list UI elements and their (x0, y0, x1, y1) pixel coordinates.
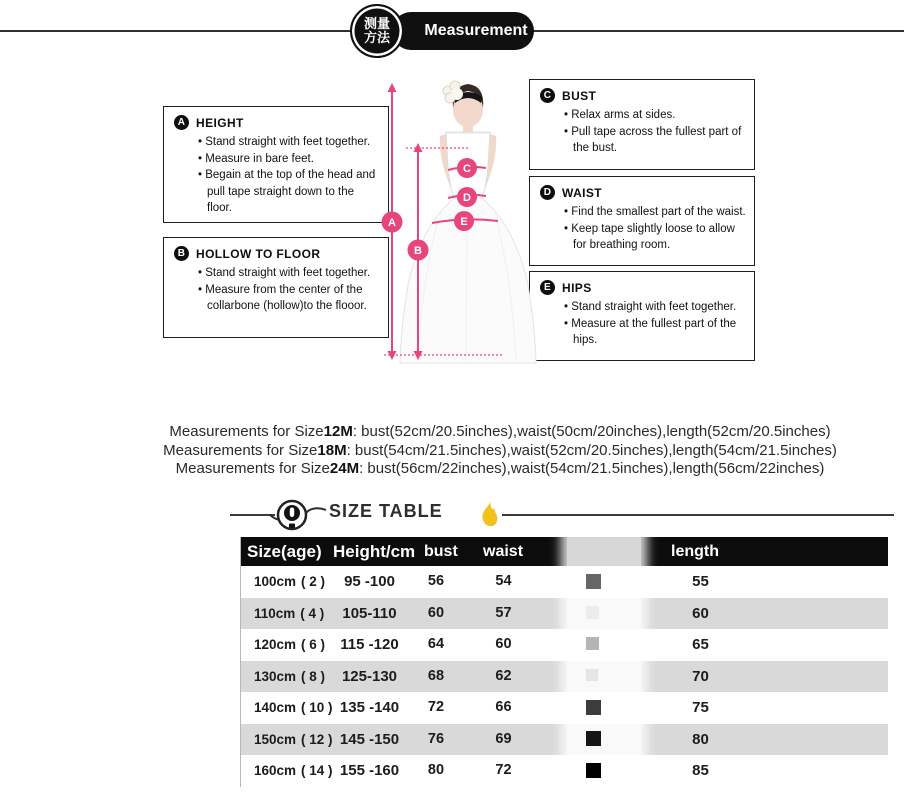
cell-waist: 54 (495, 573, 512, 589)
note-detail: : bust(52cm/20.5inches),waist(50cm/20inches),length(52cm/20.5inches) (352, 423, 831, 440)
note-size: 18M (317, 441, 347, 459)
waist-box-title-text: WAIST (562, 185, 602, 200)
height-box-title (174, 115, 380, 130)
cell-size-age (241, 661, 333, 693)
cell-bust: 76 (427, 730, 445, 747)
cell-length: 75 (692, 699, 709, 716)
bust-box-title-text: BUST (562, 88, 597, 103)
cell-waist: 72 (495, 762, 512, 778)
cell-bust: 64 (427, 636, 445, 652)
table-row (241, 661, 888, 693)
note-prefix: Measurements for Size (163, 441, 318, 459)
measurement-title-pill (392, 12, 534, 50)
cell-waist: 57 (495, 604, 512, 621)
bullet: • Stand straight with feet together. (198, 134, 380, 151)
cell-waist: 60 (495, 636, 512, 652)
bullet: • Find the smallest part of the waist. (564, 204, 746, 221)
cell-size: 130cm (254, 668, 297, 684)
size-note-12m (96, 423, 904, 442)
hips-box-title-text: HIPS (562, 280, 592, 295)
row-filler (731, 566, 888, 598)
height-bullets (174, 134, 380, 217)
cell-length: 85 (692, 762, 709, 779)
col-header-waist: waist (483, 543, 524, 560)
cell-height: 105-110 (342, 604, 397, 622)
note-size: 24M (329, 460, 360, 477)
cell-length: 70 (692, 667, 709, 685)
size-table-header-row (241, 537, 888, 566)
cell-bust: 80 (427, 762, 445, 778)
cell-height: 155 -160 (339, 762, 400, 779)
note-size: 12M (323, 423, 353, 440)
censored-cell (586, 700, 601, 715)
cell-age: ( 12 ) (301, 731, 333, 747)
cell-age: ( 14 ) (301, 763, 333, 778)
censored-cell (586, 637, 599, 650)
table-row (241, 629, 888, 661)
cell-bust: 56 (427, 573, 445, 589)
bust-instruction-box (529, 79, 755, 170)
cell-length: 80 (692, 730, 709, 748)
col-header-length: length (671, 543, 719, 560)
cell-age: ( 6 ) (301, 637, 326, 652)
cell-length: 60 (692, 604, 709, 622)
cell-bust: 68 (427, 667, 445, 684)
bullet: • Measure from the center of the collarbone (hollow)to the flooor. (198, 282, 380, 315)
cell-bust: 72 (427, 699, 445, 715)
hips-box-title (540, 280, 746, 295)
bullet: • Stand straight with feet together. (564, 299, 746, 316)
waist-instruction-box (529, 176, 755, 266)
cell-waist: 69 (495, 730, 512, 747)
cell-waist: 62 (495, 667, 512, 684)
cell-size: 110cm (254, 605, 296, 621)
height-instruction-box (163, 106, 389, 223)
letter-d-badge: D (540, 185, 555, 200)
marker-c-label: C (463, 163, 471, 175)
bullet: • Stand straight with feet together. (198, 265, 380, 282)
hips-instruction-box (529, 271, 755, 361)
cell-size: 120cm (254, 637, 297, 652)
height-box-title-text: HEIGHT (196, 115, 244, 130)
letter-b-badge: B (174, 246, 189, 261)
bullet: • Pull tape across the fullest part of the bust. (564, 124, 746, 157)
cell-size: 100cm (254, 574, 297, 589)
row-filler (731, 724, 888, 756)
cell-length: 65 (692, 636, 709, 653)
table-row (241, 598, 888, 630)
bullet: • Measure at the fullest part of the hips. (564, 316, 746, 349)
cell-size-age (241, 598, 333, 630)
size-table-title: SIZE TABLE (329, 501, 443, 521)
bullet: • Begain at the top of the head and pull tape straight down to the floor. (198, 167, 380, 217)
cell-size-age (241, 755, 333, 787)
bullet: • Relax arms at sides. (564, 107, 746, 124)
table-row (241, 566, 888, 598)
cell-bust: 60 (427, 604, 445, 621)
cell-height: 115 -120 (340, 636, 399, 653)
flame-icon (482, 502, 497, 526)
waist-box-title (540, 185, 746, 200)
size-table (240, 537, 888, 787)
col-header-size-age: Size(age) (247, 542, 322, 561)
size-measurement-notes (96, 423, 904, 479)
badge-cn-line1: 测量 (363, 16, 390, 31)
table-row (241, 724, 888, 756)
row-filler (731, 692, 888, 724)
hollow-box-title-text: HOLLOW TO FLOOR (196, 246, 321, 261)
height-marker-line (382, 83, 403, 360)
hollow-to-floor-instruction-box (163, 237, 389, 338)
letter-c-badge: C (540, 88, 555, 103)
marker-a-label: A (388, 217, 396, 229)
censored-cell (586, 763, 601, 778)
note-detail: : bust(56cm/22inches),waist(54cm/21.5inches),length(56cm/22inches) (359, 460, 825, 477)
blurred-region (567, 534, 641, 790)
cell-height: 125-130 (341, 667, 398, 685)
hollow-box-title (174, 246, 380, 261)
cell-length: 55 (692, 573, 709, 590)
marker-e-label: E (460, 216, 468, 228)
table-row (241, 755, 888, 787)
row-filler (731, 598, 888, 630)
marker-b-label: B (414, 245, 422, 257)
censored-cell (586, 731, 601, 746)
row-filler (731, 629, 888, 661)
note-detail: : bust(54cm/21.5inches),waist(52cm/20.5inches),length(54cm/21.5inches) (346, 441, 837, 459)
letter-e-badge: E (540, 280, 555, 295)
badge-cn-line2: 方法 (363, 30, 390, 45)
note-prefix: Measurements for Size (175, 460, 330, 477)
row-filler (731, 755, 888, 787)
header-filler (731, 537, 888, 566)
model-figure (378, 70, 540, 385)
bust-bullets (540, 107, 746, 157)
hollow-bullets (174, 265, 380, 315)
col-header-bust: bust (424, 543, 458, 560)
hips-bullets (540, 299, 746, 349)
table-row (241, 692, 888, 724)
censored-cell (586, 574, 601, 589)
size-note-24m (96, 460, 904, 479)
cell-size: 160cm (254, 763, 297, 778)
cell-size: 150cm (254, 731, 297, 747)
cell-age: ( 10 ) (301, 700, 333, 715)
cell-age: ( 4 ) (300, 605, 325, 621)
cell-age: ( 2 ) (301, 574, 326, 589)
measurement-method-badge (350, 4, 404, 58)
measurement-title: Measurement (424, 22, 528, 39)
cell-age: ( 8 ) (301, 668, 326, 684)
size-note-18m (96, 442, 904, 461)
cell-size-age (241, 724, 333, 756)
cell-size: 140cm (254, 700, 297, 715)
cell-size-age (241, 566, 333, 598)
censored-cell (586, 606, 599, 619)
cell-height: 145 -150 (339, 730, 400, 748)
row-filler (731, 661, 888, 693)
cell-height: 95 -100 (344, 573, 395, 590)
bullet: • Keep tape slightly loose to allow for breathing room. (564, 221, 746, 254)
note-prefix: Measurements for Size (169, 423, 324, 440)
cell-size-age (241, 692, 333, 724)
col-header-height: Height/cm (333, 542, 416, 561)
bullet: • Measure in bare feet. (198, 151, 380, 168)
censored-cell (586, 669, 598, 681)
bust-box-title (540, 88, 746, 103)
letter-a-badge: A (174, 115, 189, 130)
cell-waist: 66 (495, 699, 512, 715)
cell-size-age (241, 629, 333, 661)
waist-bullets (540, 204, 746, 254)
marker-d-label: D (463, 192, 471, 204)
cell-height: 135 -140 (339, 699, 400, 716)
girl-measurement-diagram (378, 70, 540, 385)
